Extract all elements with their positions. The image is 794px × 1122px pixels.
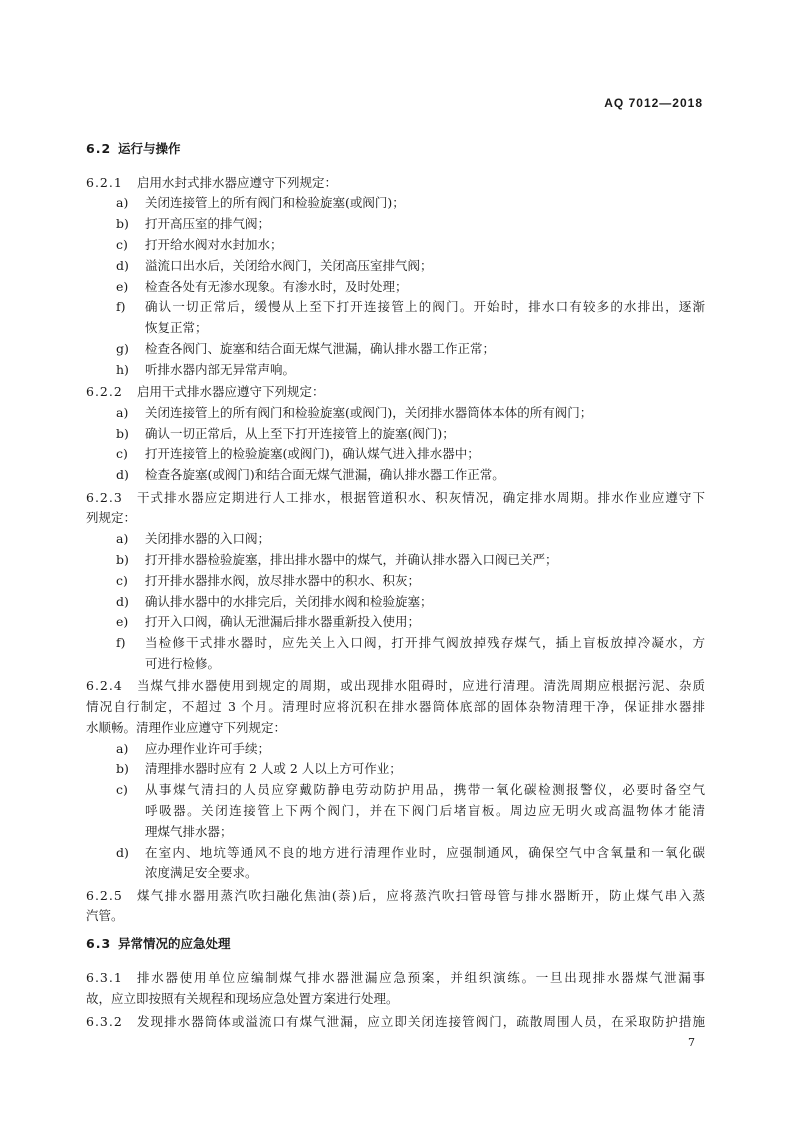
item-label: e) [116, 278, 129, 294]
item-text: 检查各处有无渗水现象。有渗水时，及时处理； [145, 278, 408, 294]
item-text: 打开排水器检验旋塞，排出排水器中的煤气，并确认排水器入口阀已关严； [145, 551, 558, 567]
item-text: 当检修干式排水器时，应先关上入口阀，打开排气阀放掉残存煤气，插上盲板放掉冷凝水，方 [145, 635, 705, 651]
item-text: 溢流口出水后，关闭给水阀门，关闭高压室排气阀； [145, 257, 433, 273]
clause-number: 6.2.2 [86, 384, 123, 400]
list-item [86, 444, 705, 465]
clause-6-3-1 [86, 968, 705, 1010]
list-item [86, 612, 705, 633]
list-item [86, 739, 705, 760]
list-item [86, 277, 705, 298]
list-item [86, 214, 705, 235]
item-text: 关闭排水器的入口阀； [145, 531, 271, 547]
section-number: 6.2 [86, 140, 112, 156]
clause-continuation: 列规定： [86, 510, 137, 526]
clause-6-2-4 [86, 676, 705, 884]
item-text: 打开连接管上的检验旋塞(或阀门)，确认煤气进入排水器中； [145, 446, 480, 462]
list-item [86, 550, 705, 571]
list-item [86, 465, 705, 486]
item-label: h) [116, 361, 129, 377]
item-label: c) [116, 446, 128, 462]
clause-first-line [86, 1012, 705, 1033]
item-continuation: 可进行检修。 [145, 655, 221, 671]
item-text: 确认排水器中的水排完后，关闭排水阀和检验旋塞； [145, 593, 433, 609]
item-text: 应办理作业许可手续； [145, 740, 271, 756]
item-label: c) [116, 782, 128, 798]
list-item [86, 529, 705, 550]
list-item [86, 360, 705, 381]
clause-6-2-2 [86, 382, 705, 486]
clause-number: 6.2.1 [86, 174, 123, 190]
list-item [86, 339, 705, 360]
item-text: 关闭连接管上的所有阀门和检验旋塞(或阀门)，关闭排水器筒体本体的所有阀门； [145, 404, 593, 420]
clause-text: 发现排水器筒体或溢流口有煤气泄漏，应立即关闭连接管阀门，疏散周围人员，在采取防护措施 [137, 1013, 705, 1029]
clause-continuation: 汽管。 [86, 908, 124, 924]
item-text: 打开给水阀对水封加水； [145, 236, 283, 252]
list-item [86, 403, 705, 424]
item-text: 打开排水器排水阀，放尽排水器中的积水、积灰； [145, 572, 421, 588]
item-label: e) [116, 614, 129, 630]
item-label: f) [116, 299, 126, 315]
list-item [86, 843, 705, 864]
section-heading-6-2 [86, 139, 705, 160]
section-heading-6-3 [86, 934, 705, 955]
clause-number: 6.2.5 [86, 887, 123, 903]
clause-text: 干式排水器应定期进行人工排水，根据管道积水、积灰情况，确定排水周期。排水作业应遵守下 [137, 489, 705, 505]
item-text: 从事煤气清扫的人员应穿戴防静电劳动防护用品，携带一氧化碳检测报警仪，必要时备空气 [145, 782, 705, 798]
clause-text: 排水器使用单位应编制煤气排水器泄漏应急预案，并组织演练。一旦出现排水器煤气泄漏事 [137, 970, 705, 986]
item-label: b) [116, 216, 129, 232]
section-title: 异常情况的应急处理 [118, 936, 231, 952]
item-label: c) [116, 236, 128, 252]
item-text: 清理排水器时应有 2 人或 2 人以上方可作业； [145, 761, 402, 777]
item-continuation: 呼吸器。关闭连接管上下两个阀门，并在下阀门后堵盲板。周边应无明火或高温物体才能清 [145, 802, 705, 818]
list-item [86, 571, 705, 592]
item-text: 确认一切正常后，从上至下打开连接管上的旋塞(阀门)； [145, 425, 455, 441]
item-text: 打开入口阀，确认无泄漏后排水器重新投入使用； [145, 614, 421, 630]
item-label: a) [116, 404, 129, 420]
item-text: 确认一切正常后，缓慢从上至下打开连接管上的阀门。开始时，排水口有较多的水排出，逐渐 [145, 299, 705, 315]
clause-6-3-2 [86, 1012, 705, 1033]
clause-6-2-1 [86, 173, 705, 381]
page-number: 7 [688, 1036, 695, 1049]
clause-text: 煤气排水器用蒸汽吹扫融化焦油(萘)后，应将蒸汽吹扫管母管与排水器断开，防止煤气串入蒸 [137, 887, 705, 903]
list-item [86, 780, 705, 801]
item-text: 检查各阀门、旋塞和结合面无煤气泄漏，确认排水器工作正常； [145, 340, 496, 356]
clause-text: 启用水封式排水器应遵守下列规定： [137, 174, 338, 190]
clause-6-2-5 [86, 886, 705, 928]
item-text: 在室内、地坑等通风不良的地方进行清理作业时，应强制通风，确保空气中含氧量和一氧化碳 [145, 844, 705, 860]
item-label: d) [116, 257, 129, 273]
item-label: g) [116, 340, 129, 356]
list-item [86, 235, 705, 256]
clause-continuation: 故，应立即按照有关规程和现场应急处置方案进行处理。 [86, 991, 399, 1007]
clause-first-line [86, 173, 705, 194]
item-label: a) [116, 740, 129, 756]
item-label: f) [116, 635, 126, 651]
clause-number: 6.3.2 [86, 1013, 123, 1029]
clause-first-line [86, 886, 705, 907]
document-body [86, 139, 705, 1033]
clause-first-line [86, 488, 705, 509]
item-text: 检查各旋塞(或阀门)和结合面无煤气泄漏，确认排水器工作正常。 [145, 467, 505, 483]
item-text: 关闭连接管上的所有阀门和检验旋塞(或阀门)； [145, 195, 405, 211]
item-label: b) [116, 425, 129, 441]
clause-number: 6.3.1 [86, 970, 123, 986]
clause-number: 6.2.3 [86, 489, 123, 505]
item-label: d) [116, 593, 129, 609]
list-item [86, 297, 705, 318]
clause-first-line [86, 382, 705, 403]
item-continuation: 恢复正常； [145, 320, 208, 336]
item-text: 听排水器内部无异常声响。 [145, 361, 296, 377]
list-item [86, 256, 705, 277]
section-number: 6.3 [86, 936, 112, 952]
clause-first-line [86, 968, 705, 989]
item-label: b) [116, 761, 129, 777]
list-item [86, 633, 705, 654]
item-label: d) [116, 844, 129, 860]
item-label: c) [116, 572, 128, 588]
item-label: d) [116, 467, 129, 483]
clause-continuation: 情况自行制定，不超过 3 个月。清理时应将沉积在排水器筒体底部的固体杂物清理干净，保证排水器排 [86, 699, 705, 714]
list-item [86, 759, 705, 780]
item-text: 打开高压室的排气阀； [145, 216, 271, 232]
clause-6-2-3 [86, 488, 705, 675]
clause-continuation: 水顺畅。清理作业应遵守下列规定： [86, 719, 287, 735]
list-item [86, 592, 705, 613]
item-label: a) [116, 195, 129, 211]
document-code-header: AQ 7012—2018 [604, 96, 703, 110]
section-title: 运行与操作 [118, 140, 181, 156]
item-continuation: 浓度满足安全要求。 [145, 865, 258, 881]
list-item [86, 424, 705, 445]
list-item [86, 193, 705, 214]
item-label: a) [116, 531, 129, 547]
clause-text: 当煤气排水器使用到规定的周期，或出现排水阻碍时，应进行清理。清洗周期应根据污泥、杂质 [137, 678, 705, 694]
clause-text: 启用干式排水器应遵守下列规定： [137, 384, 325, 400]
clause-number: 6.2.4 [86, 678, 123, 694]
clause-first-line [86, 676, 705, 697]
item-label: b) [116, 551, 129, 567]
item-continuation: 理煤气排水器； [145, 823, 233, 839]
